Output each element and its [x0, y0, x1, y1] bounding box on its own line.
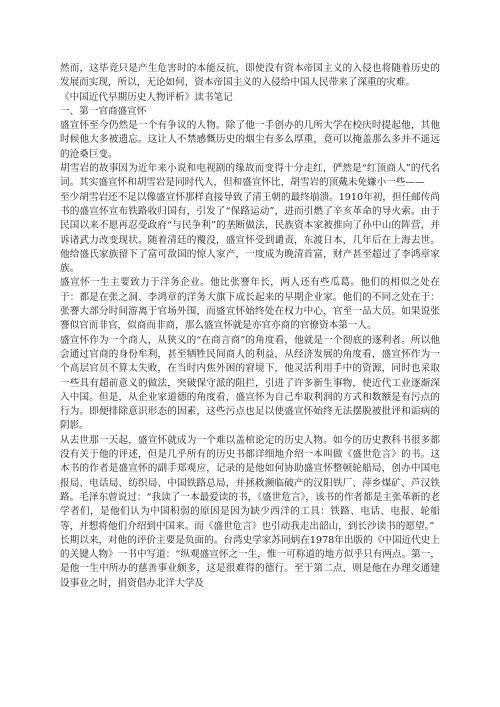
paragraph: 长期以来，对他的评价主要是负面的。台湾史学家苏同炳在1978年出版的《中国近代史上的关键人物》一书中写道：“纵观盛宣怀之一生，惟一可称道的地方似乎只有两点。第一，是他一生中所办的慈善事业颇多，这是很难得的德行。至于第二点，则是他在办理交通建设事业之时，捐资倡办北洋大学及: [60, 534, 440, 589]
paragraph: 盛宣怀作为一个商人，从狭义的“在商言商”的角度看，他就是一个彻底的逐利者。所以他会通过官商的身份牟利，甚至牺牲民间商人的利益，从经济发展的角度看，盛宣怀作为一个高层官员不算太失败，在当时内焦外困的窘境下，他灵活利用手中的资源，同时也采取一些具有超前意义的做法，突破保守派的阻拦，引进了许多新生事物，使近代工业逐渐深入中国。但是，从企业家道德的角度看，盛宣怀为自己牟取利润的方式和数额是有污点的行为。即便排除意识形态的因素，这些污点也足以使盛宣怀始终无法摆脱被批评和诟病的阴影。: [60, 334, 440, 432]
document-body: [60, 62, 440, 591]
paragraph: 从去世那一天起，盛宣怀就成为一个难以盖棺论定的历史人物。如今的历史教科书很多都没有关于他的评述，但是几乎所有的历史书都详细地介绍一本叫做《盛世危言》的书。这本书的作者是盛宣怀的副手郑观应，记录的是他如何协助盛宣怀整顿轮船局，创办中国电报局、电话局、纺织局、中国铁路总局，并拯救濒临破产的汉阳铁厂、萍乡煤矿、芦汉铁路。毛泽东曾说过：“我读了一本最爱读的书，《盛世危言》，该书的作者都是主张革新的老学者们，是他们认为中国积弱的原因是因为缺少西洋的工具：铁路、电话、电报、轮船等，并想将他们介绍到中国来。而《盛世危言》也引动我走出韶山，到长沙读书的愿望。”: [60, 434, 440, 532]
paragraph-intro: 然而，这毕竟只是产生危害时的本能反抗，即使没有资本帝国主义的入侵也将随着历史的发展而实现，所以，无论如何，资本帝国主义的入侵给中国人民带来了深重的灾难。: [60, 63, 440, 89]
paragraph: 盛宣怀一生主要致力于洋务企业。他比张謇年长，两人还有些瓜葛。他们的相似之处在于：都是在张之洞、李鸿章的洋务大旗下成长起来的早期企业家。他们的不同之处在于：张謇大部分时间游离于官场外围，而盛宣怀始终处在权力中心，官至一品大员。如果说张謇似官而非官，似商而非商，那么盛宣怀就是亦官亦商的官僚资本第一人。: [60, 277, 440, 332]
paragraph: 胡雪岩的故事因为近年来小说和电视剧的缘故而变得十分走红，俨然是“红顶商人”的代名词。其实盛宣怀和胡雪岩是同时代人，但和盛宣怀比，胡雪岩的顶戴未免嫌小一些——: [60, 163, 440, 189]
paragraph: 盛宣怀至今仍然是一个有争议的人物。除了他一手创办的几所大学在校庆时提起他，其他时候他大多被遗忘。这让人不禁感慨历史的烟尘有多么厚重，竟可以掩盖那么多并不遥远的沧桑巨变。: [60, 120, 440, 160]
document-title: 《中国近代早期历史人物评析》读书笔记: [60, 91, 233, 103]
section-heading: 一、第一官商盛宣怀: [60, 105, 147, 117]
paragraph: 至少胡雪岩还不足以像盛宣怀那样直接导致了清王朝的最终崩溃。1910年初，担任邮传尚书的盛宣怀宣布铁路收归国有，引发了“保路运动”，进而引燃了辛亥革命的导火索。由于民国以来不愿再忍受政府“与民争利”的垄断做法，民族资本家被推向了孙中山的阵营，并诉诸武力改变现状。随着清廷的覆没，盛宣怀受到谴责，东渡日本，几年后在上海去世。他给盛氏家族留下了富可敌国的惊人家产，一度成为晚清首富，财产甚至超过了李鸿章家族。: [60, 191, 440, 275]
